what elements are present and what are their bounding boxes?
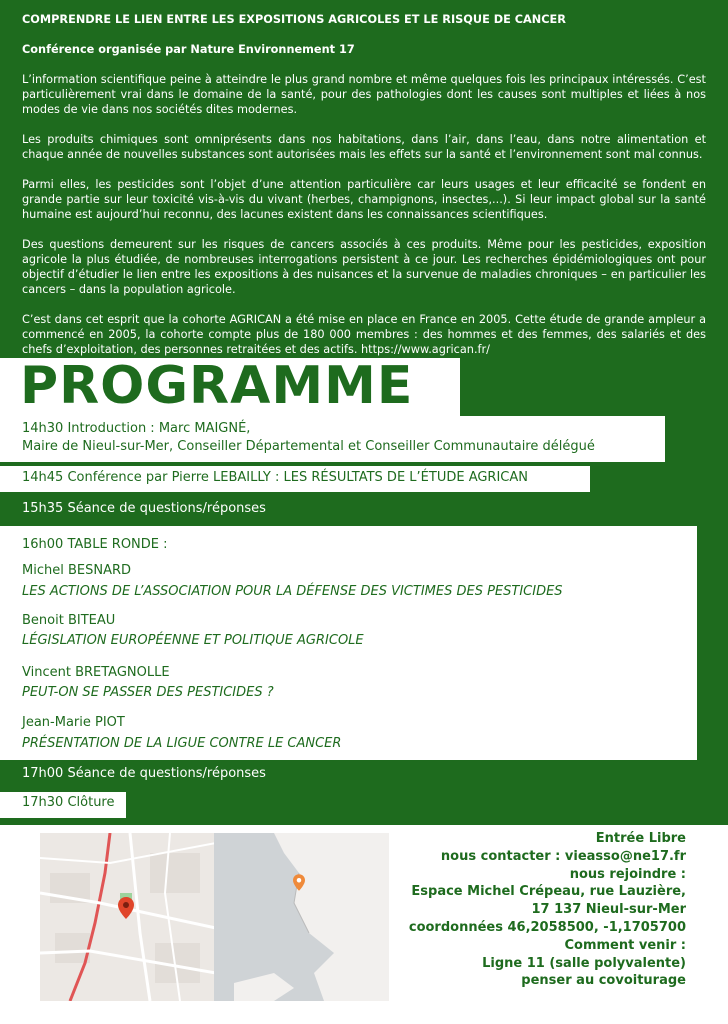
bus-line: Ligne 11 (salle polyvalente) xyxy=(482,955,686,971)
directions-heading: Comment venir : xyxy=(564,937,686,953)
intro-paragraph: Les produits chimiques sont omniprésents dans nos habitations, dans l’air, dans l’eau, dans notre alimentation et chaque année de nouvelles substances sont autorisées mais les effets sur la santé et l’environnement sont mal connus. xyxy=(22,133,706,161)
map-pin-icon xyxy=(118,897,134,923)
round-table-heading: 16h00 TABLE RONDE : xyxy=(22,537,168,552)
speaker-name: Vincent BRETAGNOLLE xyxy=(22,665,170,680)
join-line: nous rejoindre : xyxy=(569,866,686,882)
closing-block xyxy=(0,792,126,818)
speaker-talk: PRÉSENTATION DE LA LIGUE CONTRE LE CANCER xyxy=(22,736,342,751)
speaker-talk: LÉGISLATION EUROPÉENNE ET POLITIQUE AGRICOLE xyxy=(22,633,364,648)
coordinates-line: coordonnées 46,2058500, -1,1705700 xyxy=(408,919,686,935)
speaker-talk: PEUT-ON SE PASSER DES PESTICIDES ? xyxy=(22,685,274,700)
address-line: Espace Michel Crépeau, rue Lauzière, xyxy=(411,884,686,900)
questions-line-1: 15h35 Séance de questions/réponses xyxy=(22,501,266,516)
intro-section xyxy=(22,12,706,357)
round-table-block xyxy=(0,526,697,760)
entry-line: Entrée Libre xyxy=(595,831,686,846)
intro-time-line: 14h30 Introduction : Marc MAIGNÉ, xyxy=(22,421,251,436)
programme-title: PROGRAMME xyxy=(20,356,414,416)
questions-line-2: 17h00 Séance de questions/réponses xyxy=(22,766,266,781)
speaker-talk: LES ACTIONS DE L’ASSOCIATION POUR LA DÉFENSE DES VICTIMES DES PESTICIDES xyxy=(22,584,563,599)
practical-info xyxy=(366,830,686,990)
carpool-line: penser au covoiturage xyxy=(521,973,686,989)
regional-map xyxy=(214,833,389,1001)
contact-line: nous contacter : vieasso@ne17.fr xyxy=(440,848,686,864)
closing-line: 17h30 Clôture xyxy=(22,795,115,810)
intro-block xyxy=(0,416,665,462)
intro-heading: COMPRENDRE LE LIEN ENTRE LES EXPOSITIONS AGRICOLES ET LE RISQUE DE CANCER xyxy=(22,13,566,26)
organizer-line: Conférence organisée par Nature Environnement 17 xyxy=(22,43,355,56)
intro-paragraph: Des questions demeurent sur les risques de cancers associés à ces produits. Même pour les pesticides, exposition agricole la plus étudiée, de nombreuses interrogations persistent à ce jour. Les recherches épidémiologiques ont pour objectif d’étudier le lien entre les expositions à des nuisances et la survenue de maladies chroniques – en particulier les cancers – dans la population agricole. xyxy=(22,238,706,296)
speaker-name: Michel BESNARD xyxy=(22,563,132,578)
city-line: 17 137 Nieul-sur-Mer xyxy=(531,902,686,918)
speaker-name: Jean-Marie PIOT xyxy=(22,715,125,730)
conference-line: 14h45 Conférence par Pierre LEBAILLY : LES RÉSULTATS DE L’ÉTUDE AGRICAN xyxy=(22,470,528,485)
map-pin-icon xyxy=(293,874,305,895)
intro-paragraph: C’est dans cet esprit que la cohorte AGRICAN a été mise en place en France en 2005. Cette étude de grande ampleur a commencé en 2005, la cohorte compte plus de 180 000 membres : des hommes et des femmes, des salariés et des chefs d’exploitation, des personnes retraitées et des actifs. https://www.agrican.fr/ xyxy=(22,313,706,356)
speaker-name: Benoit BITEAU xyxy=(22,613,116,628)
intro-paragraph: Parmi elles, les pesticides sont l’objet d’une attention particulière car leurs usages et leur efficacité se fondent en grande partie sur leur toxicité vis-à-vis du vivant (herbes, champignons, insectes,...). Si leur impact global sur la santé humaine est aujourd’hui reconnu, des lacunes existent dans les connaissances scientifiques. xyxy=(22,178,706,221)
intro-paragraph: L’information scientifique peine à atteindre le plus grand nombre et même quelques fois les principaux intéressés. C’est particulièrement vrai dans le domaine de la santé, pour des pathologies dont les causes sont multiples et liées à nos modes de vie dans nos sociétés dites modernes. xyxy=(22,73,706,116)
street-map xyxy=(40,833,216,1001)
conference-block xyxy=(0,466,590,492)
intro-role-line: Maire de Nieul-sur-Mer, Conseiller Départemental et Conseiller Communautaire délégué xyxy=(22,439,595,454)
